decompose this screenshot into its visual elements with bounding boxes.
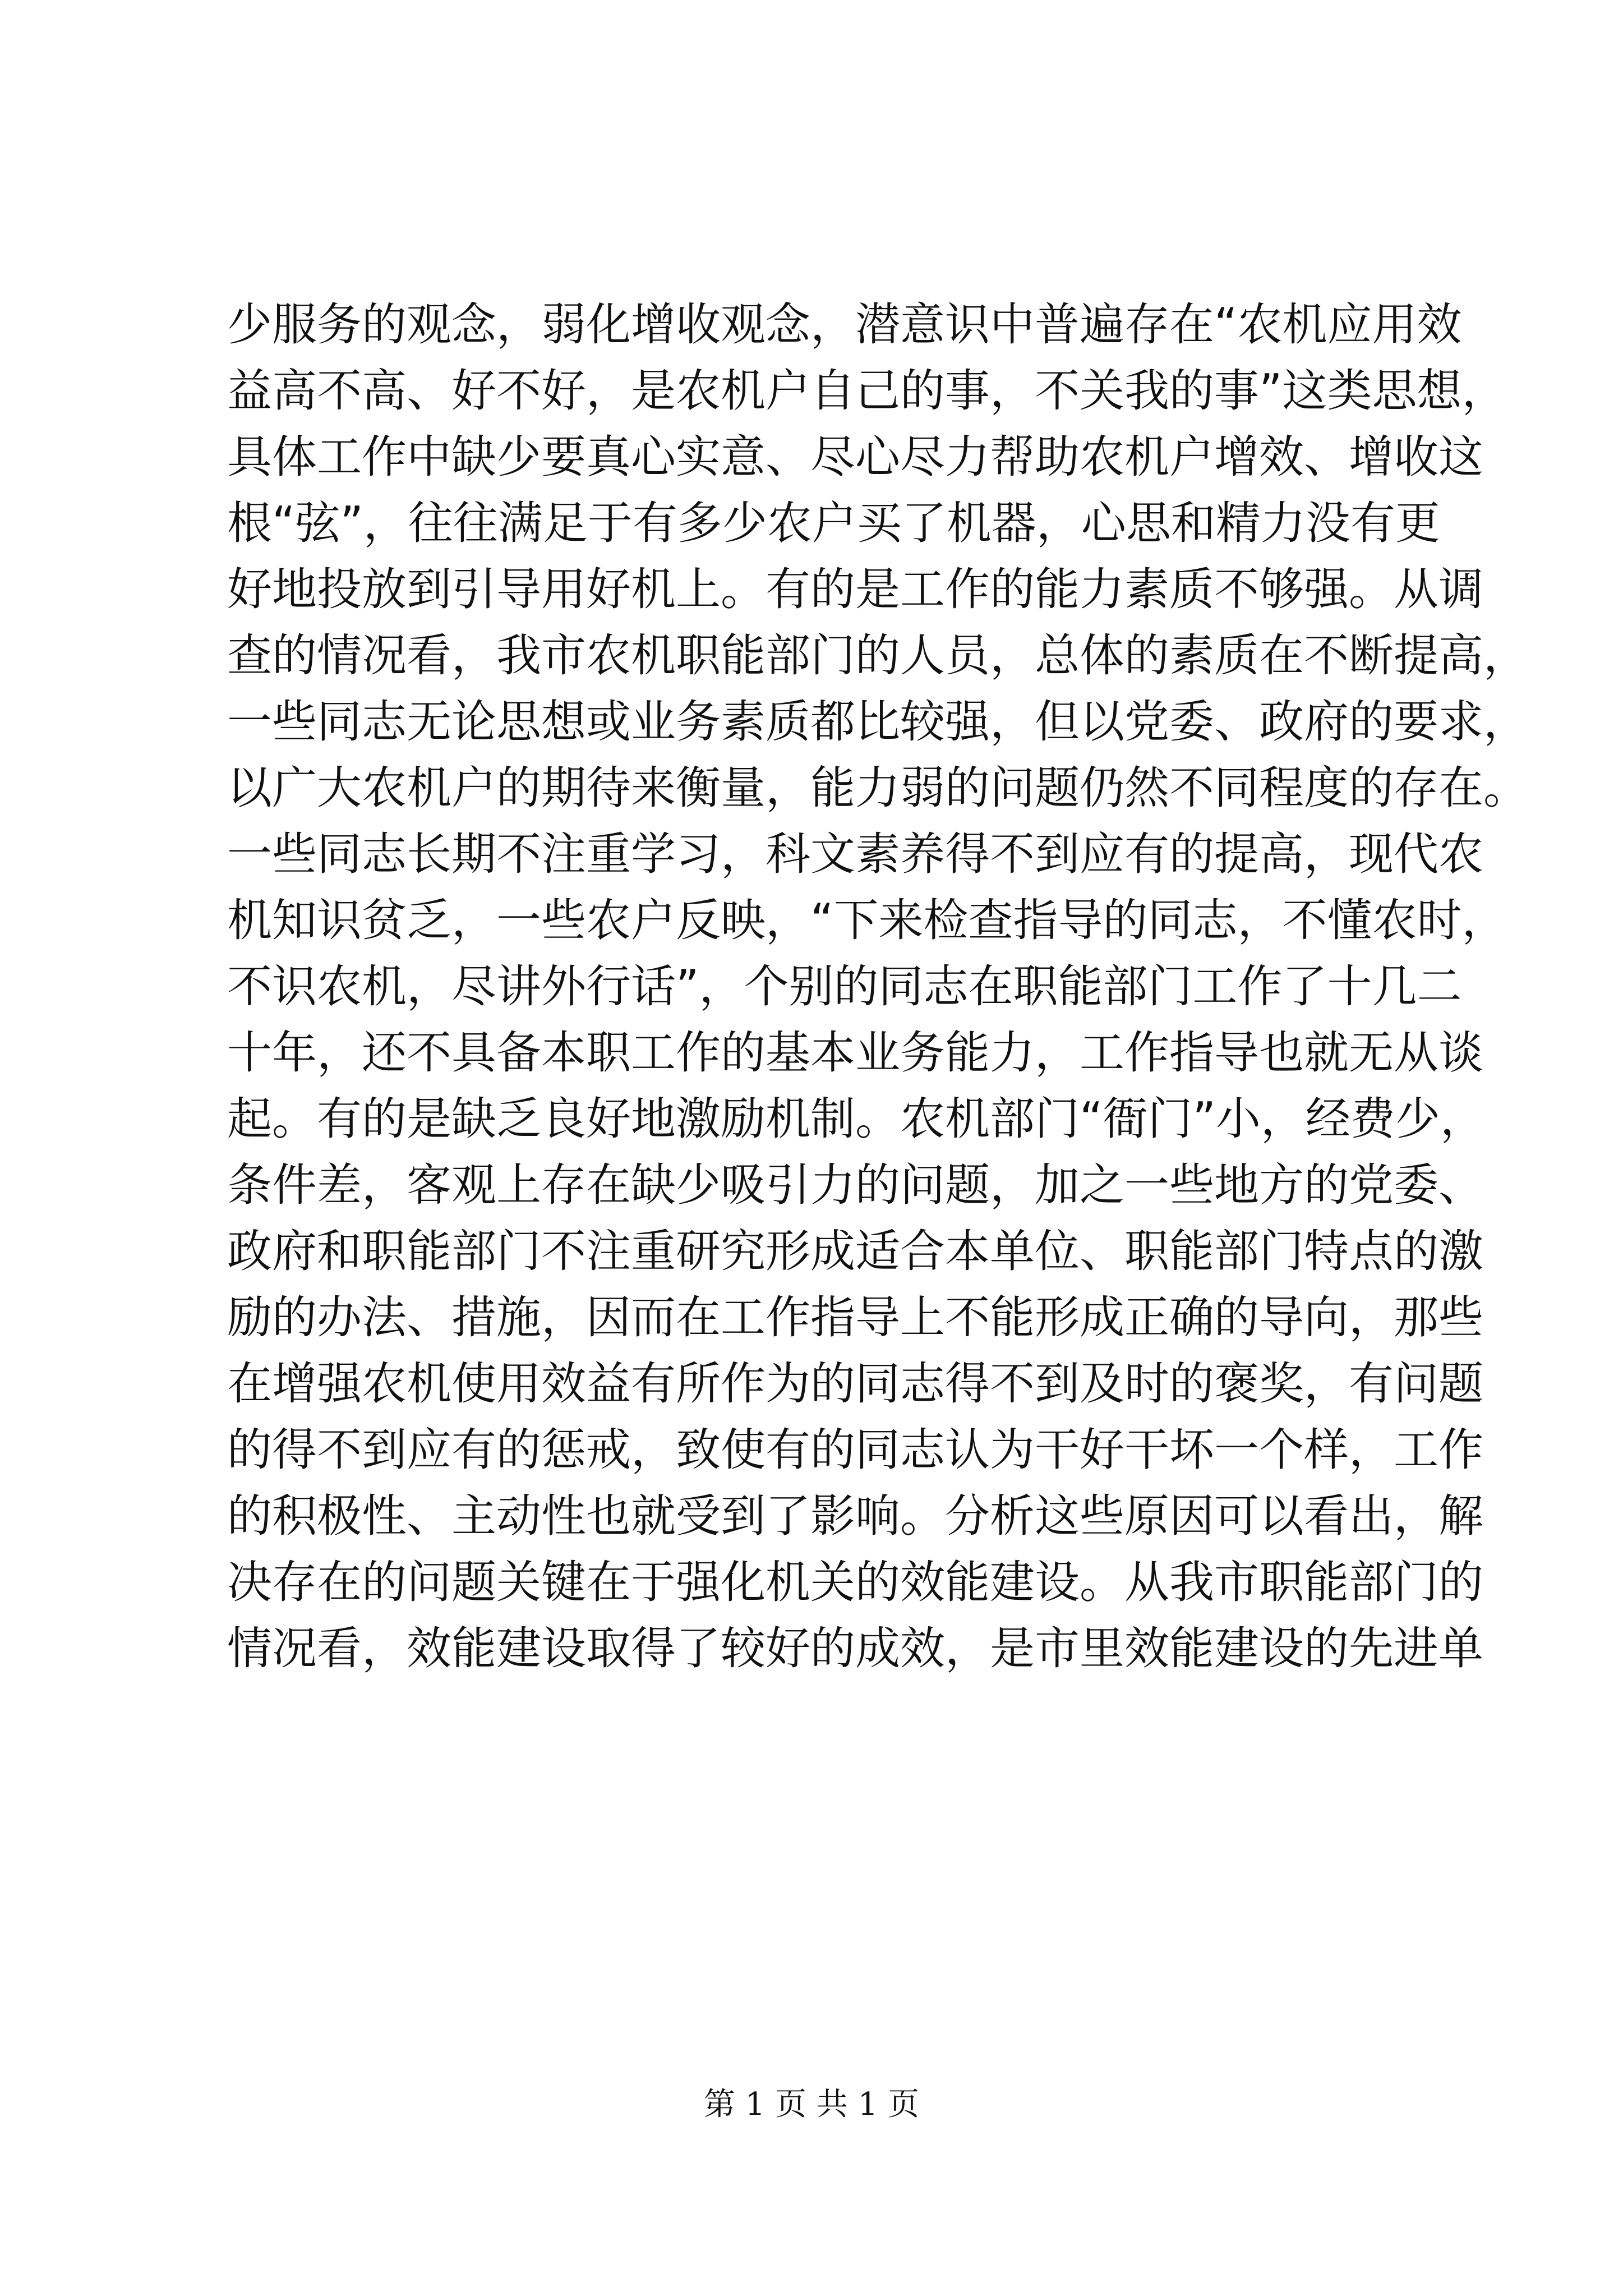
text-line: 的得不到应有的惩戒，致使有的同志认为干好干坏一个样，工作 (227, 1424, 1483, 1476)
text-line: 机知识贫乏，一些农户反映，“下来检查指导的同志，不懂农时， (227, 894, 1507, 946)
text-line: 的积极性、主动性也就受到了影响。分析这些原因可以看出，解 (227, 1490, 1483, 1542)
text-line: 在增强农机使用效益有所作为的同志得不到及时的褒奖，有问题 (227, 1358, 1483, 1410)
text-line: 好地投放到引导用好机上。有的是工作的能力素质不够强。从调 (227, 563, 1483, 615)
text-line: 决存在的问题关键在于强化机关的效能建设。从我市职能部门的 (227, 1556, 1483, 1608)
text-line: 以广大农机户的期待来衡量，能力弱的问题仍然不同程度的存在。 (227, 762, 1528, 814)
text-line: 益高不高、好不好，是农机户自己的事，不关我的事”这类思想， (227, 365, 1507, 417)
page-number-label: 第 1 页 共 1 页 (703, 2086, 920, 2123)
text-line: 一些同志无论思想或业务素质都比较强，但以党委、政府的要求， (227, 696, 1528, 748)
text-line: 条件差，客观上存在缺少吸引力的问题，加之一些地方的党委、 (227, 1159, 1483, 1211)
text-line: 起。有的是缺乏良好地激励机制。农机部门“衙门”小，经费少， (227, 1093, 1485, 1145)
text-line: 具体工作中缺少要真心实意、尽心尽力帮助农机户增效、增收这 (227, 431, 1483, 483)
page-footer (0, 2082, 1623, 2127)
text-line: 政府和职能部门不注重研究形成适合本单位、职能部门特点的激 (227, 1225, 1483, 1277)
text-line: 十年，还不具备本职工作的基本业务能力，工作指导也就无从谈 (227, 1027, 1483, 1079)
text-line: 不识农机，尽讲外行话”，个别的同志在职能部门工作了十几二 (227, 960, 1462, 1013)
text-line: 励的办法、措施，因而在工作指导上不能形成正确的导向，那些 (227, 1291, 1483, 1343)
body-text (227, 292, 1528, 1682)
text-line: 一些同志长期不注重学习，科文素养得不到应有的提高，现代农 (227, 828, 1483, 880)
text-line: 查的情况看，我市农机职能部门的人员，总体的素质在不断提高， (227, 629, 1528, 682)
text-line: 少服务的观念，弱化增收观念，潜意识中普遍存在“农机应用效 (227, 298, 1462, 351)
text-line: 情况看，效能建设取得了较好的成效，是市里效能建设的先进单 (227, 1622, 1483, 1674)
text-line: 根“弦”，往往满足于有多少农户买了机器，心思和精力没有更 (227, 497, 1440, 549)
